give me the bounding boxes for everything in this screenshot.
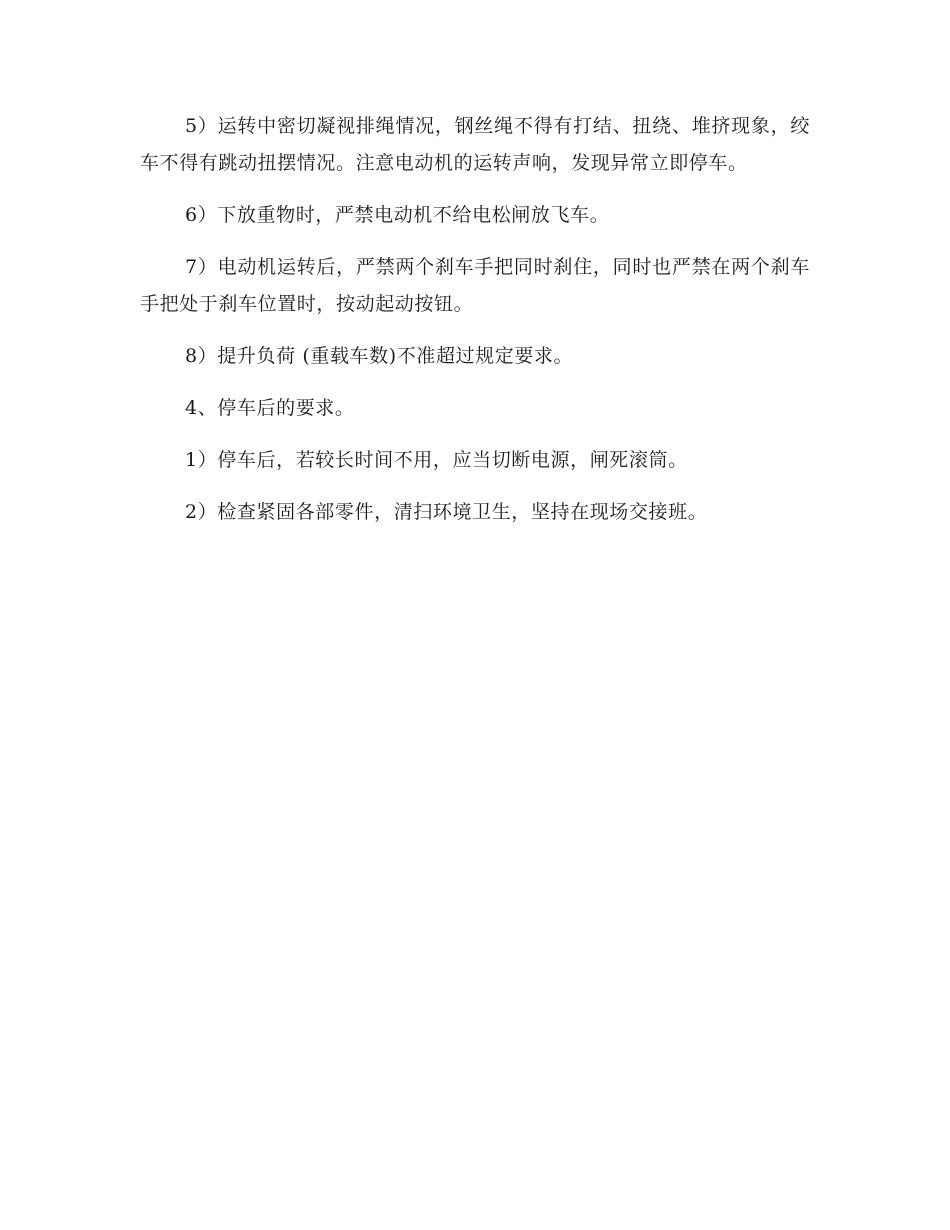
paragraph-item-1: 1）停车后，若较长时间不用，应当切断电源，闸死滚筒。 [185,449,688,471]
paragraph-item-2: 2）检查紧固各部零件，清扫环境卫生，坚持在现场交接班。 [185,501,708,523]
paragraph-item-7: 7）电动机运转后，严禁两个刹车手把同时刹住，同时也严禁在两个刹车手把处于刹车位置时，按动起动按钮。 [140,256,810,315]
paragraph-item-5: 5）运转中密切凝视排绳情况，钢丝绳不得有打结、扭绕、堆挤现象，绞车不得有跳动扭摆情况。注意电动机的运转声响，发现异常立即停车。 [140,115,810,174]
paragraph-item-6: 6）下放重物时，严禁电动机不给电松闸放飞车。 [185,204,610,226]
document-body [140,108,810,546]
paragraph-item-8: 8）提升负荷 (重载车数)不准超过规定要求。 [185,345,574,367]
section-heading-after-stop: 4、停车后的要求。 [185,397,355,419]
